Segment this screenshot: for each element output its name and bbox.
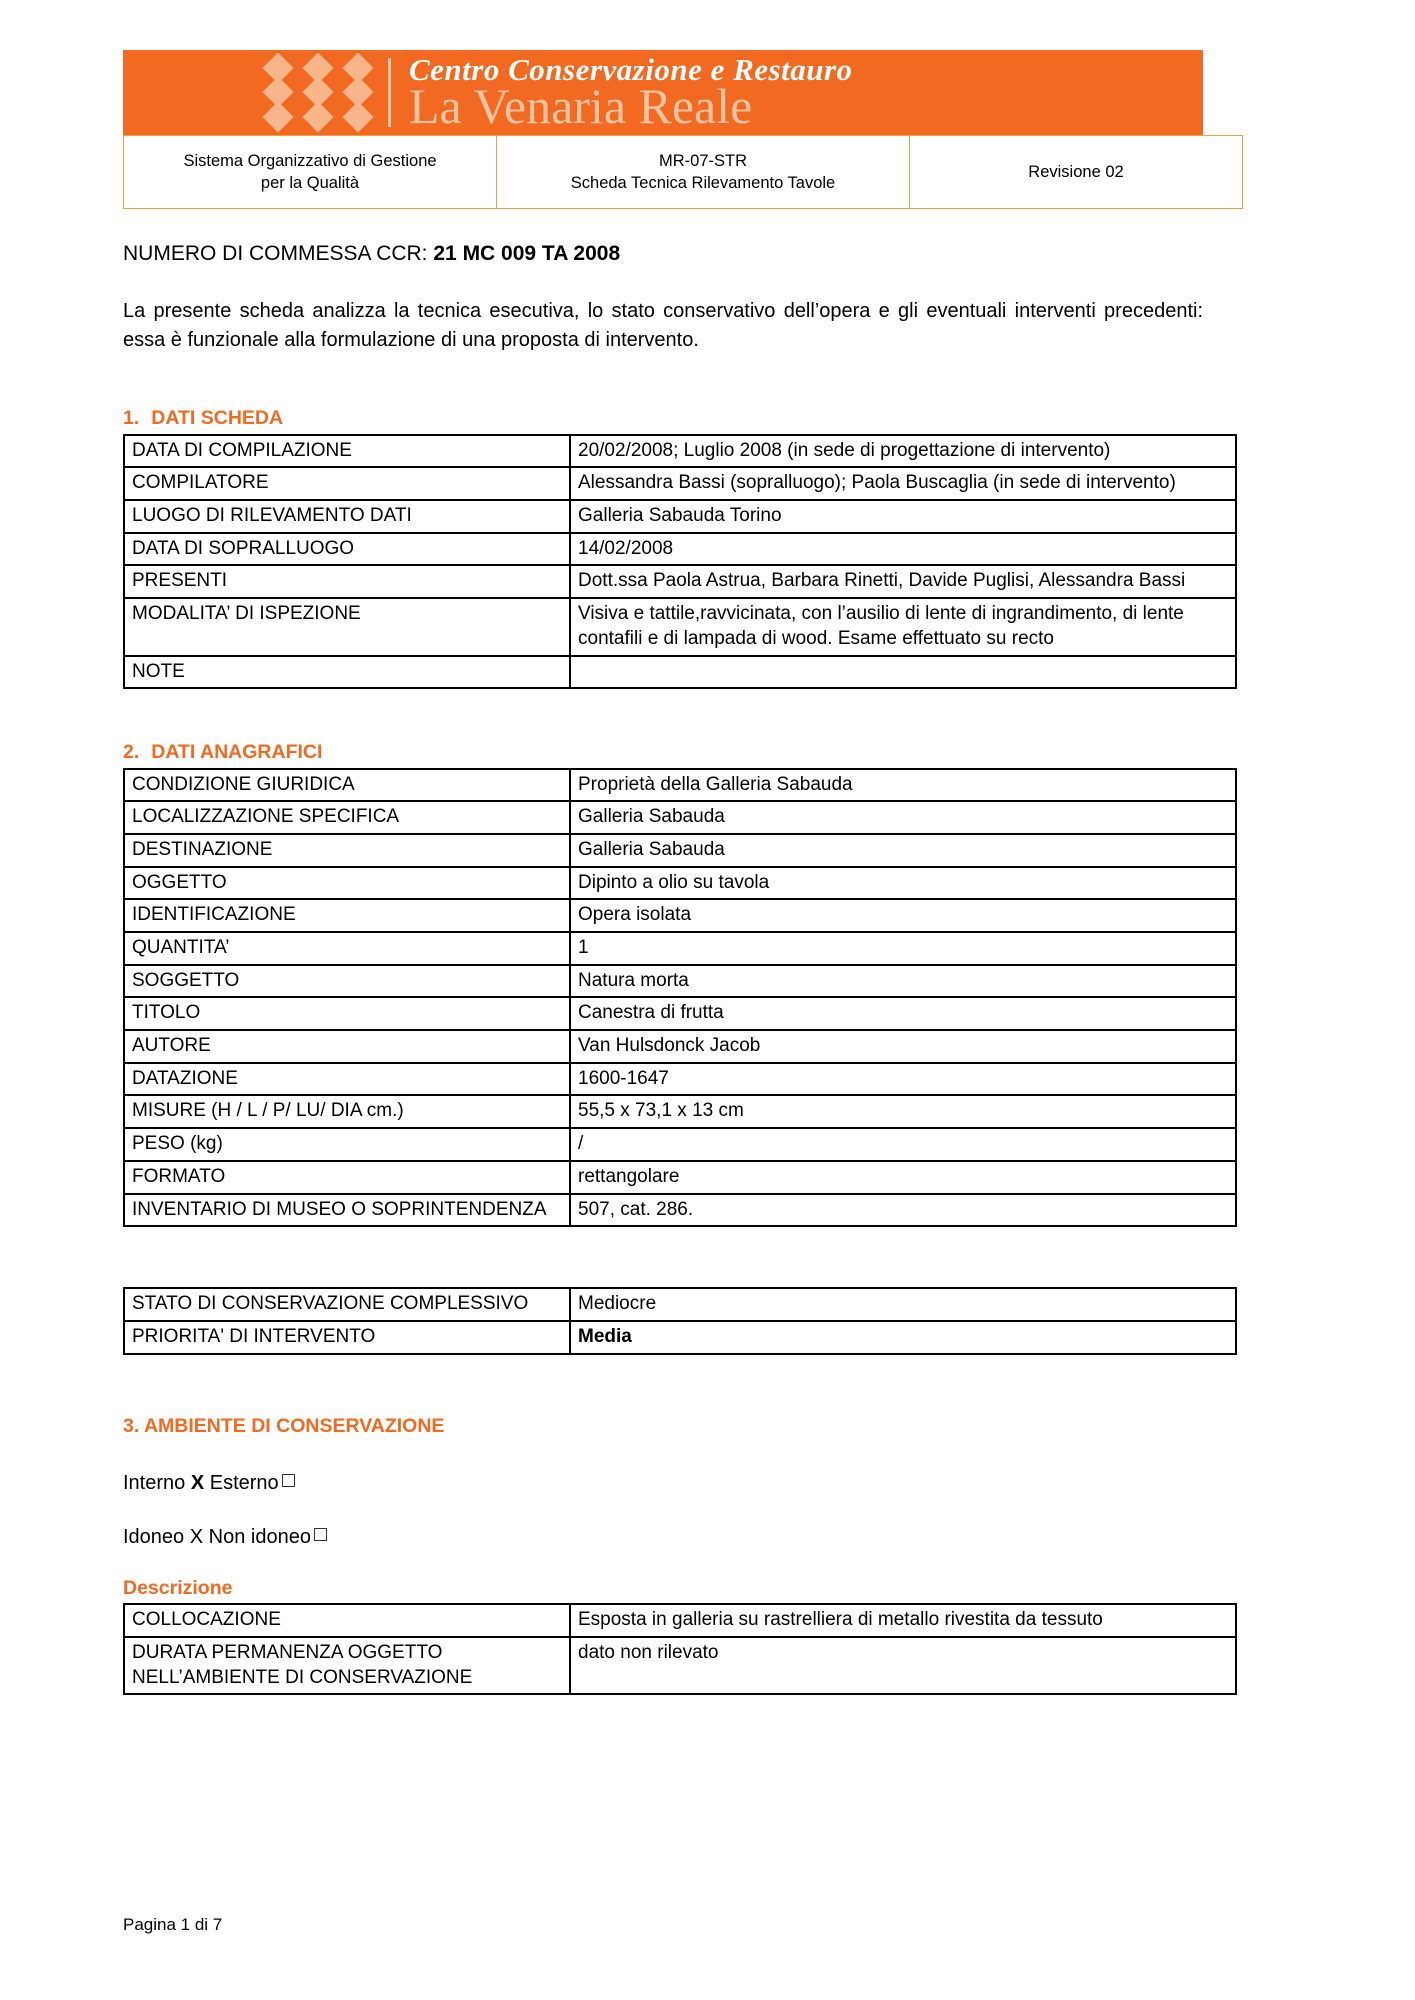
row-label: IDENTIFICAZIONE xyxy=(124,899,570,932)
table-row xyxy=(124,533,1236,566)
row-value: Natura morta xyxy=(570,965,1236,998)
table-row xyxy=(124,598,1236,655)
table-row xyxy=(124,565,1236,598)
commessa-line xyxy=(123,240,1203,267)
descrizione-heading: Descrizione xyxy=(123,1576,233,1599)
section-1-heading xyxy=(123,407,1203,430)
section-2-number: 2. xyxy=(123,741,140,764)
row-value: Opera isolata xyxy=(570,899,1236,932)
row-value: Galleria Sabauda xyxy=(570,801,1236,834)
row-label: DATA DI COMPILAZIONE xyxy=(124,435,570,468)
logo-title-line1: Centro Conservazione e Restauro xyxy=(409,52,853,88)
header-cell-doccode xyxy=(497,136,910,209)
descrizione-table xyxy=(123,1603,1237,1695)
row-label: COMPILATORE xyxy=(124,467,570,500)
table-row xyxy=(124,1321,1236,1354)
row-label: FORMATO xyxy=(124,1161,570,1194)
document-body xyxy=(123,240,1203,1695)
logo-divider xyxy=(388,58,391,127)
commessa-value: 21 MC 009 TA 2008 xyxy=(433,242,621,265)
header-cell-revision: Revisione 02 xyxy=(910,136,1243,209)
row-value: Esposta in galleria su rastrelliera di metallo rivestita da tessuto xyxy=(570,1604,1236,1637)
header-system-line1: Sistema Organizzativo di Gestione xyxy=(183,151,437,170)
intro-paragraph: La presente scheda analizza la tecnica esecutiva, lo stato conservativo dell’opera e gli eventuali interventi precedenti: essa è funzionale alla formulazione di una proposta di intervento. xyxy=(123,300,1203,352)
row-label: PESO (kg) xyxy=(124,1128,570,1161)
row-value: rettangolare xyxy=(570,1161,1236,1194)
row-label: MISURE (H / L / P/ LU/ DIA cm.) xyxy=(124,1095,570,1128)
row-value: Mediocre xyxy=(570,1288,1236,1321)
diamond-pattern-icon xyxy=(258,50,378,135)
logo-title-line2: La Venaria Reale xyxy=(409,78,753,135)
section-3-heading: 3. AMBIENTE DI CONSERVAZIONE xyxy=(123,1414,445,1437)
section-1-number: 1. xyxy=(123,407,140,430)
header-doc-code: MR-07-STR xyxy=(658,151,747,170)
table-row xyxy=(124,1161,1236,1194)
row-label: OGGETTO xyxy=(124,867,570,900)
section-1-title: DATI SCHEDA xyxy=(151,407,284,430)
row-label: QUANTITA’ xyxy=(124,932,570,965)
header-info-table xyxy=(123,135,1243,209)
row-label: PRIORITA' DI INTERVENTO xyxy=(124,1321,570,1354)
row-label: DESTINAZIONE xyxy=(124,834,570,867)
row-value: Proprietà della Galleria Sabauda xyxy=(570,769,1236,802)
row-value: 55,5 x 73,1 x 13 cm xyxy=(570,1095,1236,1128)
table-row xyxy=(124,834,1236,867)
table-row xyxy=(124,801,1236,834)
table-row xyxy=(124,1637,1236,1694)
table-row xyxy=(124,867,1236,900)
row-label: DURATA PERMANENZA OGGETTO NELL’AMBIENTE DI CONSERVAZIONE xyxy=(124,1637,570,1694)
row-value xyxy=(570,1321,1236,1354)
row-value: Alessandra Bassi (sopralluogo); Paola Buscaglia (in sede di intervento) xyxy=(570,467,1236,500)
dati-scheda-table xyxy=(123,434,1237,690)
table-row xyxy=(124,1288,1236,1321)
esterno-label: Esterno xyxy=(209,1471,279,1494)
table-row xyxy=(124,500,1236,533)
row-value: Dipinto a olio su tavola xyxy=(570,867,1236,900)
row-value: Van Hulsdonck Jacob xyxy=(570,1030,1236,1063)
row-label: PRESENTI xyxy=(124,565,570,598)
table-row xyxy=(124,1063,1236,1096)
row-value: Galleria Sabauda xyxy=(570,834,1236,867)
page-footer: Pagina 1 di 7 xyxy=(123,1915,223,1934)
header-system-line2: per la Qualità xyxy=(260,174,360,192)
row-label: AUTORE xyxy=(124,1030,570,1063)
row-value: Dott.ssa Paola Astrua, Barbara Rinetti, Davide Puglisi, Alessandra Bassi xyxy=(570,565,1236,598)
header-doc-title: Scheda Tecnica Rilevamento Tavole xyxy=(570,174,836,192)
table-row xyxy=(124,467,1236,500)
table-row xyxy=(124,1128,1236,1161)
interno-label: Interno xyxy=(123,1471,186,1494)
row-value xyxy=(570,656,1236,689)
table-row xyxy=(124,656,1236,689)
non-idoneo-label: Non idoneo xyxy=(208,1525,311,1548)
interno-x-mark: X xyxy=(190,1471,205,1494)
row-value: 1600-1647 xyxy=(570,1063,1236,1096)
idoneo-label: Idoneo xyxy=(123,1525,185,1548)
row-label: TITOLO xyxy=(124,997,570,1030)
organization-logo-band xyxy=(123,50,1203,135)
table-row xyxy=(124,932,1236,965)
table-row xyxy=(124,1194,1236,1227)
table-row xyxy=(124,435,1236,468)
table-row xyxy=(124,899,1236,932)
row-value: Canestra di frutta xyxy=(570,997,1236,1030)
row-label: INVENTARIO DI MUSEO O SOPRINTENDENZA xyxy=(124,1194,570,1227)
row-value: 20/02/2008; Luglio 2008 (in sede di progettazione di intervento) xyxy=(570,435,1236,468)
commessa-label: NUMERO DI COMMESSA CCR: xyxy=(123,242,428,265)
section-2-title: DATI ANAGRAFICI xyxy=(151,741,323,764)
table-row xyxy=(124,1604,1236,1637)
row-label: SOGGETTO xyxy=(124,965,570,998)
table-row xyxy=(124,1095,1236,1128)
row-label: MODALITA’ DI ISPEZIONE xyxy=(124,598,570,655)
document-header xyxy=(123,50,1203,209)
row-label: CONDIZIONE GIURIDICA xyxy=(124,769,570,802)
row-value: 14/02/2008 xyxy=(570,533,1236,566)
dati-anagrafici-table xyxy=(123,768,1237,1228)
table-row xyxy=(124,769,1236,802)
table-row xyxy=(124,136,1243,209)
priorita-value: Media xyxy=(578,1325,632,1347)
interno-esterno-checkline xyxy=(123,1469,1203,1497)
idoneo-x-mark: X xyxy=(189,1525,204,1548)
row-label: LOCALIZZAZIONE SPECIFICA xyxy=(124,801,570,834)
section-2-heading xyxy=(123,741,1203,764)
empty-checkbox-icon[interactable] xyxy=(282,1474,295,1487)
row-label: COLLOCAZIONE xyxy=(124,1604,570,1637)
row-value: Galleria Sabauda Torino xyxy=(570,500,1236,533)
empty-checkbox-icon[interactable] xyxy=(314,1528,327,1541)
table-row xyxy=(124,965,1236,998)
table-row xyxy=(124,997,1236,1030)
row-value: dato non rilevato xyxy=(570,1637,1236,1694)
row-value: / xyxy=(570,1128,1236,1161)
table-row xyxy=(124,1030,1236,1063)
stato-conservazione-table xyxy=(123,1287,1237,1354)
row-value: 1 xyxy=(570,932,1236,965)
row-label: DATAZIONE xyxy=(124,1063,570,1096)
row-label: NOTE xyxy=(124,656,570,689)
header-cell-system xyxy=(124,136,497,209)
logo-text xyxy=(409,50,1203,135)
row-label: STATO DI CONSERVAZIONE COMPLESSIVO xyxy=(124,1288,570,1321)
row-value: Visiva e tattile,ravvicinata, con l’ausilio di lente di ingrandimento, di lente contafili e di lampada di wood. Esame effettuato su recto xyxy=(570,598,1236,655)
idoneo-checkline xyxy=(123,1523,1203,1551)
row-label: DATA DI SOPRALLUOGO xyxy=(124,533,570,566)
row-value: 507, cat. 286. xyxy=(570,1194,1236,1227)
row-label: LUOGO DI RILEVAMENTO DATI xyxy=(124,500,570,533)
